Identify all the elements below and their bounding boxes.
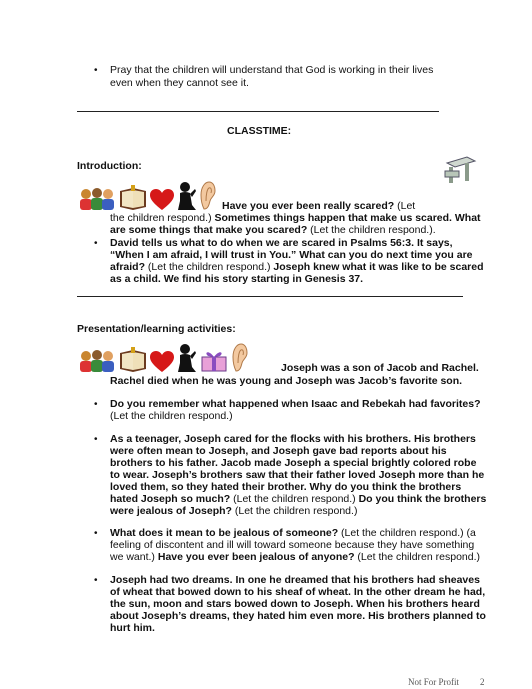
presentation-icon-strip (78, 339, 248, 373)
q2-note: (Let the children respond.) (230, 493, 359, 505)
q2-note: (Let the children respond.) (231, 505, 358, 517)
bullet-dot: • (94, 528, 98, 539)
intro-icon-strip (78, 177, 216, 211)
praying-child-icon (176, 343, 198, 373)
ear-icon (200, 181, 216, 211)
intro-note: (Let the children respond.). (307, 224, 436, 236)
q3-bold: What does it mean to be jealous of someone? (110, 527, 339, 539)
classtime-heading: CLASSTIME: (227, 125, 292, 137)
bullet-dot: • (94, 434, 98, 445)
introduction-heading: Introduction: (77, 160, 142, 172)
david-note: (Let the children respond.) (145, 261, 274, 273)
presentation-heading: Presentation/learning activities: (77, 323, 236, 335)
q2-line-5: loved them, so they hated their brother. Why do you think the brothers (110, 481, 462, 493)
divider (77, 296, 463, 297)
q4-line-5: hurt him. (110, 622, 155, 634)
children-group-icon (78, 187, 116, 211)
gift-icon (200, 347, 230, 373)
q3-line-3 (110, 551, 480, 564)
david-line-1: David tells us what to do when we are scared in Psalms 56:3. It says, (110, 237, 453, 249)
heart-icon (150, 189, 174, 211)
q2-line-4: to wear. Joseph’s brothers saw that their father loved Joseph more than he (110, 469, 485, 481)
david-bold: afraid? (110, 261, 146, 273)
bullet-dot: • (94, 399, 98, 410)
q2-bold: were jealous of Joseph? (110, 505, 232, 517)
intro-bold: Sometimes things happen that make us scared. What (214, 212, 481, 224)
q3-note: (Let the children respond.) (354, 551, 481, 563)
david-bold: Joseph knew what it was like to be scared (273, 261, 484, 273)
bullet-dot: • (94, 65, 98, 76)
q2-line-7 (110, 505, 357, 518)
children-group-icon (78, 349, 116, 373)
q3-note: we want.) (110, 551, 158, 563)
heart-icon (150, 351, 174, 373)
bible-icon (118, 185, 148, 211)
q2-line-2: were often mean to Joseph, and Joseph gave bad reports about his (110, 445, 447, 457)
bullet-dot: • (94, 238, 98, 249)
q3-bold: Have you ever been jealous of anyone? (157, 551, 355, 563)
q2-line-1: As a teenager, Joseph cared for the flocks with his brothers. His brothers (110, 433, 476, 445)
divider (77, 111, 439, 112)
q1-note: (Let the children respond.) (110, 410, 233, 422)
intro-q-text: Have you ever been really scared? (222, 200, 395, 212)
intro-line-3 (110, 224, 436, 237)
q3-note: (Let the children respond.) (a (338, 527, 476, 539)
q4-line-4: about Joseph’s dreams, they hated him even more. His brothers planned to (110, 610, 486, 622)
bible-icon (118, 347, 148, 373)
bullet-dot: • (94, 575, 98, 586)
q3-line-2: feeling of discontent and ill will toward someone because they have something (110, 539, 475, 551)
school-desk-icon (443, 155, 477, 185)
q2-bold: Do you think the brothers (358, 493, 487, 505)
q2-line-3: brothers to his father. Jacob made Joseph a special brightly colored robe (110, 457, 477, 469)
prayer-line-1: Pray that the children will understand that God is working in their lives (110, 64, 434, 76)
david-line-4: as a child. We find his story starting in Genesis 37. (110, 273, 364, 285)
q2-bold: hated Joseph so much? (110, 493, 231, 505)
intro-bold: are some things that make you scared? (110, 224, 308, 236)
intro-q-note: (Let (394, 200, 416, 212)
lead-line-2: Rachel died when he was young and Joseph was Jacob’s favorite son. (110, 375, 463, 387)
lead-line-1: Joseph was a son of Jacob and Rachel. (281, 362, 479, 374)
david-line-2: “When I am afraid, I will trust in You.” What can you do next time you are (110, 249, 473, 261)
praying-child-icon (176, 181, 198, 211)
ear-icon (232, 343, 248, 373)
page-number: 2 (480, 677, 485, 687)
intro-note: the children respond.) (110, 212, 215, 224)
q4-line-3: the sun, moon and stars bowed down to Joseph. When his brothers heard (110, 598, 480, 610)
q4-line-2: of wheat that bowed down to his sheaf of wheat. In the other dream he had, (110, 586, 486, 598)
q1-text: Do you remember what happened when Isaac and Rebekah had favorites? (110, 398, 481, 410)
footer-label: Not For Profit (408, 677, 460, 687)
prayer-line-2: even when they cannot see it. (110, 77, 249, 89)
q4-line-1: Joseph had two dreams. In one he dreamed that his brothers had sheaves (110, 574, 480, 586)
